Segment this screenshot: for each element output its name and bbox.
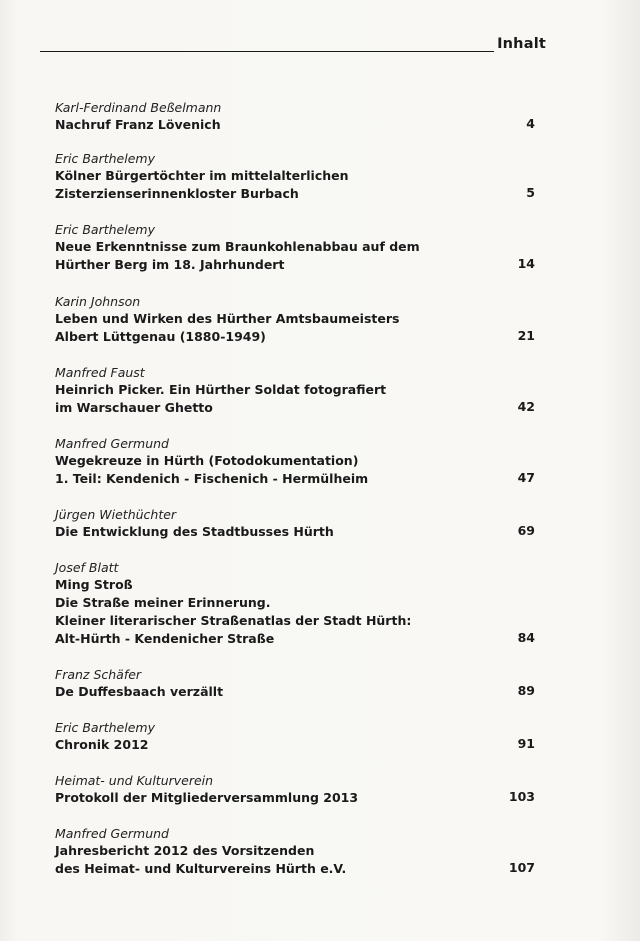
page-header [40, 36, 546, 58]
entry-title-line: des Heimat- und Kulturvereins Hürth e.V. [55, 861, 347, 876]
entry-page-number: 14 [517, 256, 535, 271]
entry-title-line: Alt-Hürth - Kendenicher Straße [55, 631, 275, 646]
entry-author: Eric Barthelemy [55, 222, 155, 237]
entry-author: Karl-Ferdinand Beßelmann [55, 100, 222, 115]
toc-entry [55, 507, 535, 541]
toc-entry [55, 773, 535, 807]
page-title: Inhalt [497, 36, 546, 52]
entry-title-line: Zisterzienserinnenkloster Burbach [55, 186, 299, 201]
entry-title-line: Die Straße meiner Erinnerung. [55, 595, 271, 610]
entry-title-line: Ming Stroß [55, 577, 133, 592]
entry-page-number: 91 [517, 736, 535, 751]
entry-title-line: 1. Teil: Kendenich - Fischenich - Hermülheim [55, 471, 369, 486]
toc-entry [55, 294, 535, 346]
entry-page-number: 47 [517, 470, 535, 485]
toc-entry [55, 151, 535, 203]
entry-page-number: 103 [508, 789, 535, 804]
entry-author: Eric Barthelemy [55, 151, 155, 166]
entry-author: Karin Johnson [55, 294, 141, 309]
entry-author: Manfred Germund [55, 436, 169, 451]
entry-title-line: Chronik 2012 [55, 737, 149, 752]
header-rule [40, 51, 494, 52]
entry-page-number: 5 [526, 185, 535, 200]
entry-title-line: De Duffesbaach verzällt [55, 684, 224, 699]
entry-page-number: 107 [508, 860, 535, 875]
entry-author: Manfred Faust [55, 365, 145, 380]
toc-entry [55, 222, 535, 274]
entry-page-number: 4 [526, 116, 535, 131]
entry-author: Manfred Germund [55, 826, 169, 841]
entry-title-line: Albert Lüttgenau (1880-1949) [55, 329, 266, 344]
toc-entry [55, 436, 535, 488]
toc-entry [55, 560, 535, 648]
entry-title-line: Wegekreuze in Hürth (Fotodokumentation) [55, 453, 359, 468]
entry-author: Heimat- und Kulturverein [55, 773, 214, 788]
toc-entry [55, 100, 535, 134]
entry-title-line: Die Entwicklung des Stadtbusses Hürth [55, 524, 334, 539]
toc-entry [55, 365, 535, 417]
entry-title-line: Hürther Berg im 18. Jahrhundert [55, 257, 285, 272]
entry-author: Franz Schäfer [55, 667, 142, 682]
entry-page-number: 69 [517, 523, 535, 538]
entry-title-line: Neue Erkenntnisse zum Braunkohlenabbau auf dem [55, 239, 420, 254]
entry-title-line: Heinrich Picker. Ein Hürther Soldat fotografiert [55, 382, 387, 397]
entry-page-number: 42 [517, 399, 535, 414]
entry-page-number: 84 [517, 630, 535, 645]
entry-author: Jürgen Wiethüchter [55, 507, 177, 522]
toc-entry [55, 720, 535, 754]
entry-title-line: im Warschauer Ghetto [55, 400, 213, 415]
entry-title-line: Kleiner literarischer Straßenatlas der Stadt Hürth: [55, 613, 412, 628]
entry-title-line: Kölner Bürgertöchter im mittelalterlichen [55, 168, 349, 183]
entry-author: Eric Barthelemy [55, 720, 155, 735]
entry-page-number: 21 [517, 328, 535, 343]
entry-title-line: Protokoll der Mitgliederversammlung 2013 [55, 790, 359, 805]
entry-title-line: Nachruf Franz Lövenich [55, 117, 221, 132]
entry-title-line: Leben und Wirken des Hürther Amtsbaumeisters [55, 311, 400, 326]
entry-page-number: 89 [517, 683, 535, 698]
entry-author: Josef Blatt [55, 560, 119, 575]
toc-entry [55, 826, 535, 878]
table-of-contents [55, 100, 535, 878]
toc-entry [55, 667, 535, 701]
entry-title-line: Jahresbericht 2012 des Vorsitzenden [55, 843, 315, 858]
